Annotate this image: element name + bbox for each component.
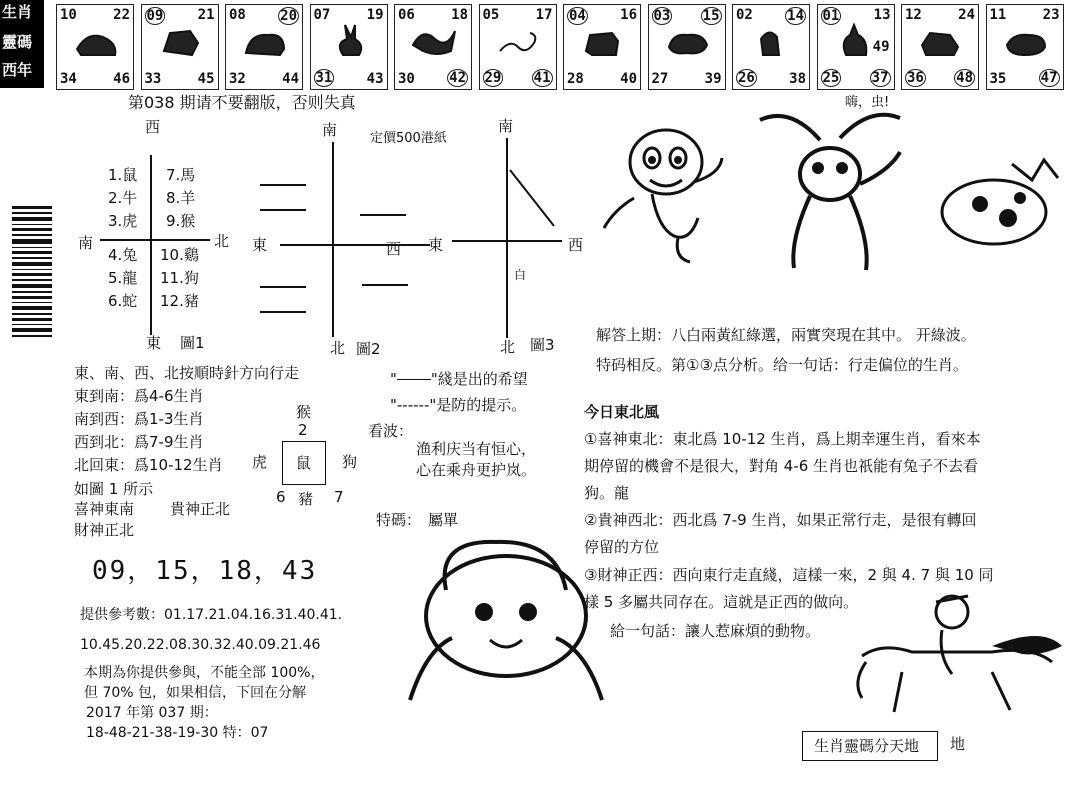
zodiac-cell: [479, 4, 557, 90]
fig3-diagonal: [508, 168, 558, 230]
rat-icon: [71, 21, 121, 61]
legend-solid-text: "綫是出的希望: [430, 370, 528, 388]
zodiac-number-br: 48: [956, 70, 973, 86]
god-wealth: 財神正北: [74, 521, 135, 539]
zodiac-number-tr: 23: [1042, 7, 1060, 23]
fig2-top: 南: [322, 121, 338, 139]
zodiac-cell: [986, 4, 1064, 90]
fig1-left-1: 1.鼠: [108, 166, 138, 184]
ladybug-cartoon-icon: [932, 154, 1062, 250]
legend-dashed: "------"是防的提示。: [390, 396, 527, 414]
fig2-caption: 圖2: [356, 340, 381, 358]
fig1-left-6: 6.蛇: [108, 292, 138, 310]
zodiac-number-extra: 49: [872, 39, 890, 55]
cross-top-number: 2: [298, 421, 308, 439]
price-text: 定價500港紙: [370, 131, 447, 146]
zodiac-number-br: 38: [789, 71, 806, 87]
zodiac-cell: [56, 4, 134, 90]
zodiac-number-br: 37: [871, 70, 889, 86]
zodiac-number-tr: 20: [280, 8, 297, 24]
fig1-left-4: 4.兔: [108, 246, 138, 264]
fig1-right-12: 12.豬: [160, 292, 199, 310]
side-text-1: 生肖: [2, 3, 33, 21]
tiger-cartoon-icon: [594, 118, 730, 268]
zodiac-cell: [901, 4, 979, 90]
cross-top-animal: 猴: [296, 403, 312, 421]
fig2-left: 東: [252, 236, 268, 254]
monkey-icon: [747, 21, 797, 61]
god-joy: 喜神東南: [74, 500, 135, 518]
fig2-right: 西: [386, 240, 402, 258]
tiger-icon: [240, 21, 290, 61]
key-numbers: 09，15，18，43: [92, 556, 318, 586]
horse-icon: [578, 21, 628, 61]
fig2-dash-3: [360, 214, 406, 216]
para2-line2: 停留的方位: [584, 538, 660, 556]
note-line-2: 但 70% 包，如果相信，下回在分解: [84, 685, 307, 701]
zodiac-number-tr: 21: [197, 7, 215, 23]
section-title: 今日東北風: [584, 403, 660, 421]
zodiac-number-tl: 06: [398, 7, 415, 23]
fig2-dash-5: [260, 311, 306, 313]
zodiac-cell: [310, 4, 388, 90]
para2-line1: ②貴神西北：西北爲 7-9 生肖，如果正常行走，是很有轉回: [584, 511, 977, 529]
zodiac-number-bl: 33: [144, 71, 162, 87]
look-label: 看波：: [368, 422, 414, 440]
header-fragment: 嗨，虫!: [845, 95, 890, 110]
rabbit-cartoon-icon: [750, 100, 910, 278]
zodiac-number-tl: 05: [482, 7, 500, 23]
fig2-dash-6: [362, 284, 408, 286]
zodiac-number-br: 46: [113, 71, 130, 87]
dragon-icon: [409, 21, 459, 61]
snake-icon: [494, 21, 544, 61]
zodiac-number-bl: 28: [567, 71, 584, 87]
zodiac-number-bl: 34: [60, 71, 77, 87]
fig2-horizontal-axis: [280, 244, 430, 246]
para1-line1: ①喜神東北：東北爲 10-12 生肖，爲上期幸運生肖，看來本: [584, 430, 981, 448]
zodiac-number-br: 43: [366, 71, 384, 87]
para3-line2: 樣 5 多屬共同存在。這就是正西的做向。: [584, 593, 859, 611]
note-line-1: 本期為你提供參與，不能全部 100%，: [84, 665, 325, 681]
zodiac-number-bl: 30: [398, 71, 415, 87]
zodiac-number-bl: 27: [651, 71, 669, 87]
fig2-vertical-axis: [332, 142, 334, 337]
zodiac-number-tr: 14: [787, 8, 804, 24]
zodiac-cell: [817, 4, 895, 90]
fig1-right-7: 7.馬: [166, 166, 196, 184]
zodiac-number-tl: 08: [229, 7, 246, 23]
ox-icon: [156, 21, 206, 61]
poem-line-1: 渔利庆当有恒心，: [416, 440, 537, 458]
fig1-horizontal-axis: [100, 239, 210, 241]
fig3-bottom: 北: [500, 338, 516, 356]
stamp-text: 生肖靈碼分天地: [814, 737, 920, 755]
rule-north-east: 北回東：爲10-12生肖: [74, 456, 223, 474]
side-title-block: [0, 0, 44, 88]
zodiac-number-tr: 17: [535, 7, 553, 23]
zodiac-number-tl: 02: [736, 7, 753, 23]
zodiac-number-br: 40: [620, 71, 637, 87]
fig3-top: 南: [498, 117, 514, 135]
fig2-dash-2: [260, 209, 306, 211]
zodiac-number-bl: 36: [907, 70, 924, 86]
fig2-dash-1: [260, 184, 306, 186]
rule-west-north: 西到北：爲7-9生肖: [74, 433, 204, 451]
zodiac-number-tr: 18: [451, 7, 468, 23]
zodiac-number-br: 45: [197, 71, 215, 87]
zodiac-number-tr: 19: [366, 7, 384, 23]
cross-bottom: 豬: [298, 490, 314, 508]
zodiac-number-tr: 15: [702, 8, 720, 24]
rule-south-west: 南到西：爲1-3生肖: [74, 410, 204, 428]
para3-line1: ③財神正西：西向東行走直綫，這樣一來，2 與 4. 7 與 10 同: [584, 566, 994, 584]
fig3-horizontal-axis: [452, 240, 562, 242]
fig1-west: 西: [145, 118, 161, 136]
fig2-bottom: 北: [330, 339, 346, 357]
fig1-right-9: 9.猴: [166, 212, 196, 230]
zodiac-number-tr: 24: [958, 7, 975, 23]
as-figure-text: 如圖 1 所示: [74, 480, 154, 498]
fig1-right-8: 8.羊: [166, 189, 196, 207]
cross-center: 鼠: [296, 454, 312, 472]
reference-numbers: 提供參考數：01.17.21.04.16.31.40.41.: [80, 607, 343, 623]
para4: 給一句話：讓人惹麻煩的動物。: [610, 622, 821, 640]
fig1-right-10: 10.鷄: [160, 246, 199, 264]
rooster-icon: [832, 21, 882, 61]
cross-bottom-left: 6: [276, 488, 286, 506]
sheep-cartoon-icon: [406, 530, 608, 706]
zodiac-number-tl: 10: [60, 7, 77, 23]
fig1-vertical-axis: [150, 155, 152, 335]
previous-result: 18-48-21-38-19-30 特：07: [86, 725, 269, 741]
zodiac-number-br: 44: [282, 71, 299, 87]
zodiac-number-tl: 12: [905, 7, 922, 23]
zodiac-number-tl: 09: [146, 8, 164, 24]
fig1-east: 東: [146, 334, 162, 352]
rabbit-icon: [325, 21, 375, 61]
zodiac-number-tl: 07: [313, 7, 331, 23]
pig-icon: [1001, 21, 1051, 61]
zodiac-cell: [648, 4, 726, 90]
notice-text: 第038 期请不要翻版，否则失真: [128, 93, 356, 112]
zodiac-number-br: 42: [449, 70, 466, 86]
zodiac-number-tr: 22: [113, 7, 130, 23]
side-text-3: 西年: [2, 61, 33, 79]
special-label: 特碼：: [376, 511, 422, 529]
fig1-left-2: 2.牛: [108, 189, 138, 207]
poem-line-2: 心在乘舟更护岚。: [416, 461, 537, 479]
zodiac-number-bl: 32: [229, 71, 246, 87]
zodiac-number-br: 41: [533, 70, 551, 86]
barcode: [12, 206, 52, 346]
side-text-2: 靈碼: [2, 33, 33, 51]
zodiac-number-bl: 29: [484, 70, 502, 86]
note-line-3: 2017 年第 037 期：: [86, 705, 218, 721]
fig1-left-5: 5.龍: [108, 269, 138, 287]
fig1-right-11: 11.狗: [160, 269, 199, 287]
reference-numbers-2: 10.45.20.22.08.30.32.40.09.21.46: [80, 637, 321, 653]
zodiac-number-bl: 26: [738, 70, 755, 86]
god-noble: 貴神正北: [170, 500, 231, 518]
dog-icon: [916, 21, 966, 61]
zodiac-cell: [732, 4, 810, 90]
special-value: 屬單: [428, 511, 459, 529]
para1-line3: 狗。龍: [584, 484, 630, 502]
fig3-left: 東: [428, 236, 444, 254]
zodiac-number-br: 47: [1040, 70, 1058, 86]
zodiac-number-bl: 31: [315, 70, 333, 86]
para1-line2: 期停留的機會不是很大，對角 4-6 生肖也祇能有兔子不去看: [584, 457, 979, 475]
zodiac-number-tl: 01: [822, 8, 840, 24]
zodiac-cell: [225, 4, 303, 90]
fig3-right: 西: [568, 236, 584, 254]
hint-text: 特码相反。第①③点分析。给一句话：行走偏位的生肖。: [596, 356, 968, 374]
zodiac-number-br: 39: [704, 71, 722, 87]
zodiac-number-tr: 13: [873, 7, 891, 23]
legend-solid: [390, 370, 528, 388]
cross-bottom-right: 7: [334, 488, 344, 506]
zodiac-cell: [394, 4, 472, 90]
cross-left: 虎: [252, 453, 268, 471]
zodiac-number-tr: 16: [620, 7, 637, 23]
direction-rule: 東、南、西、北按順時針方向行走: [74, 364, 300, 382]
zodiac-number-tl: 03: [653, 8, 671, 24]
zodiac-cell: [141, 4, 219, 90]
stamp-tail: 地: [950, 735, 966, 753]
last-answer: 解答上期：八白兩黃紅綠選，兩實突現在其中。 开綠波。: [596, 326, 976, 344]
legend-quote-open: ": [390, 370, 397, 388]
cross-right: 狗: [342, 453, 358, 471]
fig1-south: 南: [78, 234, 94, 252]
zodiac-cell: [563, 4, 641, 90]
zodiac-number-bl: 35: [989, 71, 1007, 87]
zodiac-number-tl: 11: [989, 7, 1007, 23]
fig2-dash-4: [260, 286, 306, 288]
fig1-caption: 圖1: [180, 334, 205, 352]
fig1-left-3: 3.虎: [108, 212, 138, 230]
legend-solid-line: [397, 379, 431, 380]
fig3-caption: 圖3: [530, 336, 555, 354]
horse-rider-cartoon-icon: [842, 586, 1064, 726]
goat-icon: [663, 21, 713, 61]
rule-east-south: 東到南：爲4-6生肖: [74, 387, 204, 405]
barcode-icon: [12, 206, 52, 346]
fig3-inner: 白: [514, 268, 527, 282]
fig1-north: 北: [214, 232, 230, 250]
zodiac-number-bl: 25: [822, 70, 840, 86]
zodiac-number-tl: 04: [569, 8, 586, 24]
